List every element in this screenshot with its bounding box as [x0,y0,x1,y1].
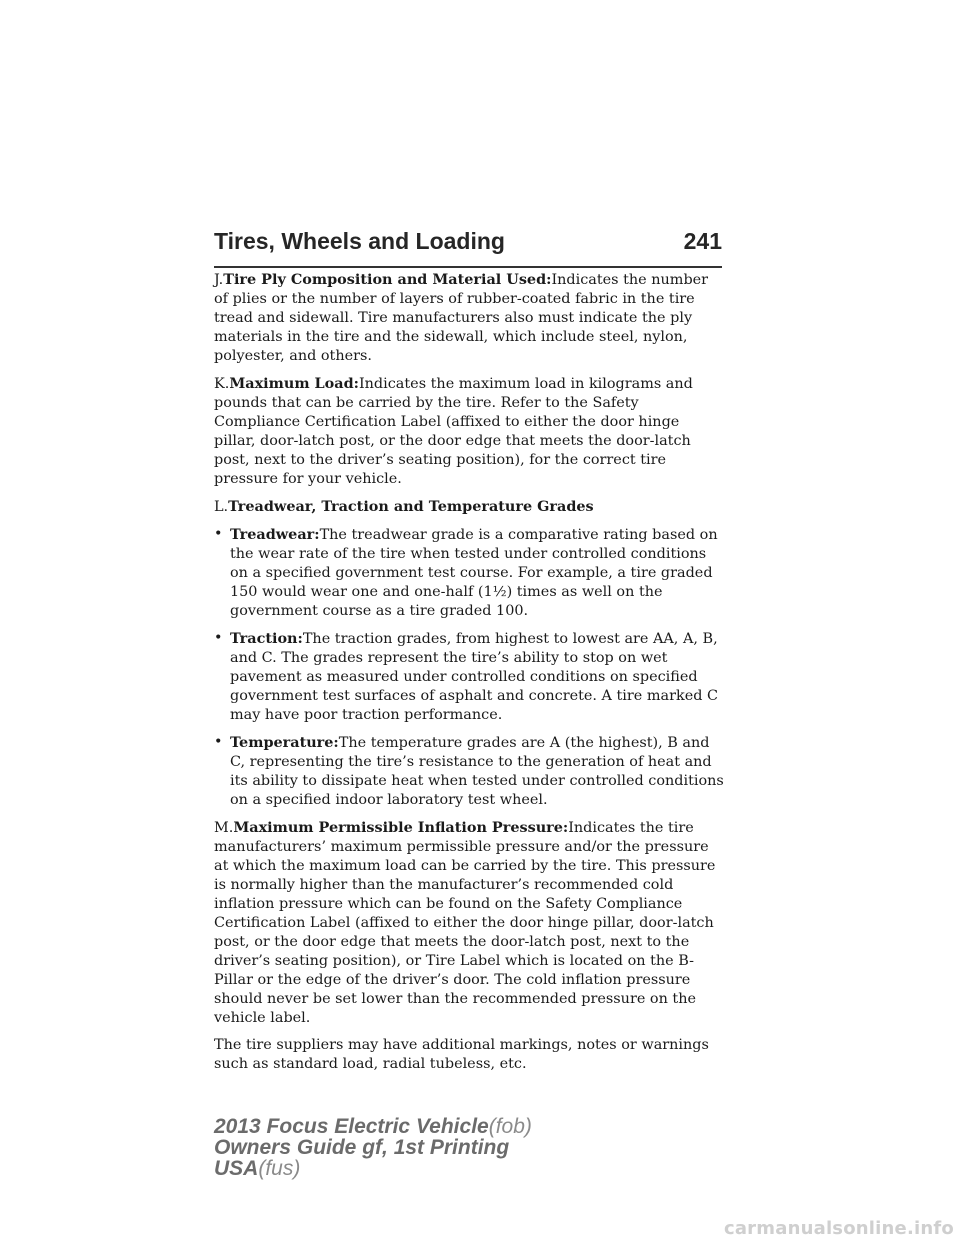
section-l-letter: L. [214,499,229,515]
section-j [214,270,724,366]
bullet-marker: • [214,734,223,750]
footer-line-3 [214,1158,532,1179]
footer-line-1 [214,1116,532,1137]
section-l [214,497,724,517]
watermark: carmanualsonline.info [723,1218,954,1239]
section-k-text: Indicates the maximum load in kilograms and pounds that can be carried by the tire. Refer to the Safety Compliance Certification Label (affixed to either the door hinge pillar, door-latch post, or the door edge that meets the door-latch post, next to the driver’s seating position), for the correct tire pressure for your vehicle. [214,376,693,487]
section-j-heading: Tire Ply Composition and Material Used: [223,271,552,288]
page-number: 241 [683,228,722,254]
section-m [214,818,724,1028]
page-content [214,270,724,1082]
footer-line-2: Owners Guide gf, 1st Printing [214,1136,510,1159]
bullet-treadwear-text: The treadwear grade is a comparative rating based on the wear rate of the tire when tested under controlled conditions on a specified government test course. For example, a tire graded 150 would wear one and one-half (1½) times as well on the government course as a tire graded 100. [230,527,718,619]
page-footer [214,1116,532,1179]
closing-paragraph: The tire suppliers may have additional markings, notes or warnings such as standard load, radial tubeless, etc. [214,1037,709,1072]
bullet-temperature-heading: Temperature: [230,734,339,751]
section-j-letter: J. [214,272,224,288]
section-l-heading: Treadwear, Traction and Temperature Grades [228,498,594,515]
bullet-traction [214,629,724,725]
bullet-temperature [214,733,724,810]
section-m-text: Indicates the tire manufacturers’ maximum permissible pressure and/or the pressure at which the maximum load can be carried by the tire. This pressure is normally higher than the manufacturer’s recommended cold inflation pressure which can be found on the Safety Compliance Certification Label (affixed to either the door hinge pillar, door-latch post, or the door edge that meets the door-latch post, next to the driver’s seating position), or Tire Label which is located on the B-Pillar or the edge of the driver’s door. The cold inflation pressure should never be set lower than the recommended pressure on the vehicle label. [214,820,716,1026]
footer-market: USA [214,1157,259,1180]
bullet-marker: • [214,526,223,542]
bullet-treadwear-heading: Treadwear: [230,526,320,543]
bullet-traction-heading: Traction: [230,630,303,647]
bullet-marker: • [214,630,223,646]
section-k [214,374,724,489]
bullet-treadwear [214,525,724,621]
section-m-heading: Maximum Permissible Inflation Pressure: [233,819,569,836]
page-header [214,226,722,268]
section-k-letter: K. [214,376,230,392]
bullet-temperature-text: The temperature grades are A (the highest), B and C, representing the tire’s resistance to the generation of heat and its ability to dissipate heat when tested under controlled conditions on a specified indoor laboratory test wheel. [230,735,724,808]
bullet-traction-text: The traction grades, from highest to lowest are AA, A, B, and C. The grades represent the tire’s ability to stop on wet pavement as measured under controlled conditions on specified government test surfaces of asphalt and concrete. A tire marked C may have poor traction performance. [230,631,719,723]
page-title: Tires, Wheels and Loading [214,228,505,254]
section-j-text: Indicates the number of plies or the number of layers of rubber-coated fabric in the tire tread and sidewall. Tire manufacturers also must indicate the ply materials in the tire and the sidewall, which include steel, nylon, polyester, and others. [214,272,709,364]
section-m-letter: M. [214,820,234,836]
footer-vehicle: 2013 Focus Electric Vehicle [214,1115,489,1138]
footer-vehicle-code: (fob) [488,1115,532,1138]
footer-market-code: (fus) [258,1157,301,1180]
section-k-heading: Maximum Load: [229,375,359,392]
